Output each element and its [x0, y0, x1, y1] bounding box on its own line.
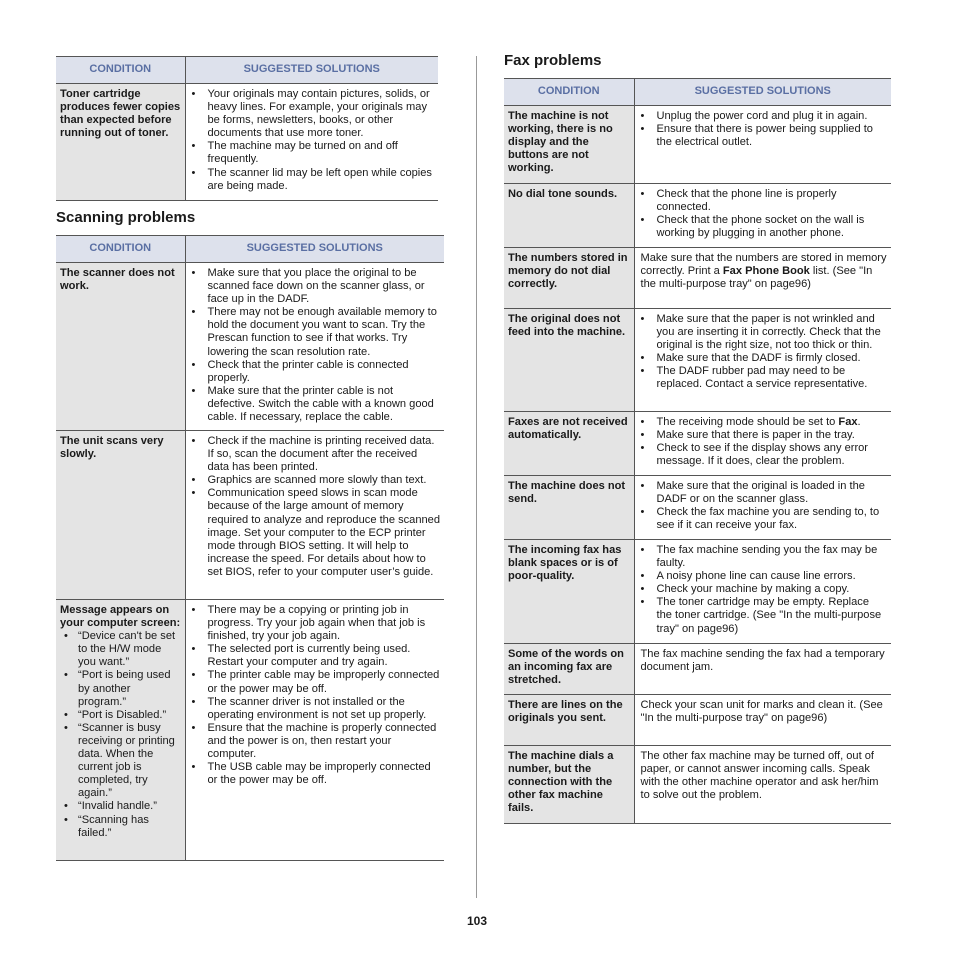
condition-text: Message appears on your computer screen: — [60, 604, 181, 630]
list-item: • The toner cartridge may be empty. Replace the toner cartridge. (See "In the multi-purpose tray" on page96) — [641, 596, 888, 635]
solutions-cell — [185, 431, 444, 600]
condition-cell: The machine is not working, there is no display and the buttons are not working. — [504, 106, 634, 184]
page-number: 103 — [466, 914, 488, 928]
column-divider — [476, 56, 477, 898]
list-item: • The machine may be turned on and off frequently. — [192, 140, 435, 166]
solution-list — [192, 435, 441, 579]
solution-list — [641, 480, 888, 532]
list-item: • “Port is Disabled.” — [60, 709, 181, 722]
solutions-cell — [634, 309, 891, 412]
solutions-header: SUGGESTED SOLUTIONS — [185, 57, 438, 84]
solutions-cell — [185, 263, 444, 431]
table-row — [504, 540, 891, 644]
list-item: • “Scanning has failed.” — [60, 814, 181, 840]
solution-list — [641, 416, 888, 468]
fax-phone-book-label: Fax Phone Book — [722, 265, 810, 278]
solutions-cell — [185, 600, 444, 861]
list-item-text: . — [857, 416, 861, 428]
list-item: • Check your machine by making a copy. — [641, 583, 888, 596]
list-item: • “Port is being used by another program.” — [60, 669, 181, 708]
list-item: • “Scanner is busy receiving or printing data. When the current job is completed, try again.” — [60, 722, 181, 801]
condition-cell: The original does not feed into the machine. — [504, 309, 634, 412]
list-item: • Make sure that there is paper in the tray. — [641, 429, 888, 442]
solutions-cell — [185, 84, 438, 201]
list-item: • Check to see if the display shows any error message. If it does, clear the problem. — [641, 442, 888, 468]
solutions-cell — [634, 248, 891, 309]
list-item: • Make sure that the original is loaded in the DADF or on the scanner glass. — [641, 480, 888, 506]
table-row — [504, 106, 891, 184]
list-item: • The DADF rubber pad may need to be replaced. Contact a service representative. — [641, 365, 888, 391]
list-item: • Make sure that the paper is not wrinkled and you are inserting it in correctly. Check that the original is the right size, not too thick or thin. — [641, 313, 888, 352]
scanning-table — [56, 235, 444, 861]
solutions-cell — [634, 476, 891, 540]
condition-cell: The machine does not send. — [504, 476, 634, 540]
condition-cell: Faxes are not received automatically. — [504, 412, 634, 476]
solution-list — [192, 88, 435, 193]
toner-table — [56, 56, 438, 201]
table-row — [504, 248, 891, 309]
list-item: • Your originals may contain pictures, solids, or heavy lines. For example, your originals may be forms, newsletters, books, or other documents that use more toner. — [192, 88, 435, 140]
solutions-cell — [634, 106, 891, 184]
table-row — [56, 263, 444, 431]
table-row — [56, 431, 444, 600]
list-item: • A noisy phone line can cause line errors. — [641, 570, 888, 583]
list-item: • The scanner lid may be left open while copies are being made. — [192, 167, 435, 193]
solution-list — [192, 267, 441, 424]
solution-text: Make sure that the numbers are stored in memory correctly. Print a — [640, 252, 887, 278]
list-item: • Check that the phone line is properly connected. — [641, 188, 888, 214]
list-item: • There may be a copying or printing job in progress. Try your job again when that job is finished, try your job again. — [192, 604, 441, 643]
solutions-cell — [634, 184, 891, 248]
list-item: • Ensure that the machine is properly connected and the power is on, then restart your computer. — [192, 722, 441, 761]
fax-mode-label: Fax — [838, 416, 858, 428]
list-item: • Ensure that there is power being supplied to the electrical outlet. — [641, 123, 888, 149]
table-row — [504, 476, 891, 540]
list-item: • Unplug the power cord and plug it in again. — [641, 110, 888, 123]
table-header-row — [56, 236, 444, 263]
condition-header: CONDITION — [504, 79, 634, 106]
list-item: • Make sure that you place the original to be scanned face down on the scanner glass, or face up in the DADF. — [192, 267, 441, 306]
table-row — [56, 84, 438, 201]
list-item: • Make sure that the printer cable is not defective. Switch the cable with a known good cable. If necessary, replace the cable. — [192, 385, 441, 424]
list-item — [641, 416, 888, 429]
list-item: • Check that the printer cable is connected properly. — [192, 359, 441, 385]
list-item: • Make sure that the DADF is firmly closed. — [641, 352, 888, 365]
list-item: • Communication speed slows in scan mode because of the large amount of memory required to analyze and reproduce the scanned image. Set your computer to the ECP printer mode through BIOS setting. It will help to increase the speed. For details about how to set BIOS, refer to your computer user’s guide. — [192, 487, 441, 579]
list-item: • Graphics are scanned more slowly than text. — [192, 474, 441, 487]
fax-table — [504, 78, 891, 824]
solution-list — [641, 313, 888, 392]
table-row — [504, 746, 891, 824]
solution-list — [641, 544, 888, 636]
table-row — [504, 695, 891, 746]
condition-cell: The incoming fax has blank spaces or is of poor-quality. — [504, 540, 634, 644]
list-item: • The fax machine sending you the fax may be faulty. — [641, 544, 888, 570]
solutions-header: SUGGESTED SOLUTIONS — [185, 236, 444, 263]
solution-text: The other fax machine may be turned off, out of paper, or cannot answer incoming calls. Speak with the other machine operator and ask her/him to solve out the problem. — [634, 746, 891, 824]
solutions-cell — [634, 540, 891, 644]
list-item: • The selected port is currently being used. Restart your computer and try again. — [192, 643, 441, 669]
table-row — [504, 412, 891, 476]
list-item: • “Invalid handle.” — [60, 800, 181, 813]
fax-section-title: Fax problems — [504, 52, 602, 69]
list-item: • Check if the machine is printing received data. If so, scan the document after the received data has been printed. — [192, 435, 441, 474]
condition-header: CONDITION — [56, 57, 185, 84]
condition-header: CONDITION — [56, 236, 185, 263]
condition-cell: No dial tone sounds. — [504, 184, 634, 248]
list-item: • The USB cable may be improperly connected or the power may be off. — [192, 761, 441, 787]
condition-cell: There are lines on the originals you sent. — [504, 695, 634, 746]
solution-text: Check your scan unit for marks and clean it. (See "In the multi-purpose tray" on page96) — [634, 695, 891, 746]
solution-list — [192, 604, 441, 787]
table-row — [504, 309, 891, 412]
table-row — [56, 600, 444, 861]
table-row — [504, 644, 891, 695]
solutions-cell — [634, 412, 891, 476]
condition-cell: The scanner does not work. — [56, 263, 185, 431]
solution-list — [641, 188, 888, 240]
solution-list — [641, 110, 888, 149]
condition-cell — [56, 600, 185, 861]
solutions-header: SUGGESTED SOLUTIONS — [634, 79, 891, 106]
message-list — [60, 630, 181, 840]
list-item: • There may not be enough available memory to hold the document you want to scan. Try the Prescan function to see if that works. Try lowering the scan resolution rate. — [192, 306, 441, 358]
condition-cell: The machine dials a number, but the connection with the other fax machine fails. — [504, 746, 634, 824]
table-header-row — [504, 79, 891, 106]
solution-text: The fax machine sending the fax had a temporary document jam. — [634, 644, 891, 695]
list-item: • The scanner driver is not installed or the operating environment is not set up properly. — [192, 696, 441, 722]
condition-cell: The unit scans very slowly. — [56, 431, 185, 600]
list-item: • Check the fax machine you are sending to, to see if it can receive your fax. — [641, 506, 888, 532]
condition-cell: Toner cartridge produces fewer copies than expected before running out of toner. — [56, 84, 185, 201]
table-header-row — [56, 57, 438, 84]
solution-text: list. (See "In the multi-purpose tray" on page96) — [640, 265, 873, 291]
list-item: • The printer cable may be improperly connected or the power may be off. — [192, 669, 441, 695]
list-item: • Check that the phone socket on the wall is working by plugging in another phone. — [641, 214, 888, 240]
scanning-section-title: Scanning problems — [56, 209, 196, 226]
condition-cell: Some of the words on an incoming fax are stretched. — [504, 644, 634, 695]
list-item: • “Device can't be set to the H/W mode you want.” — [60, 630, 181, 669]
condition-cell: The numbers stored in memory do not dial correctly. — [504, 248, 634, 309]
table-row — [504, 184, 891, 248]
list-item-text: The receiving mode should be set to — [656, 416, 839, 428]
